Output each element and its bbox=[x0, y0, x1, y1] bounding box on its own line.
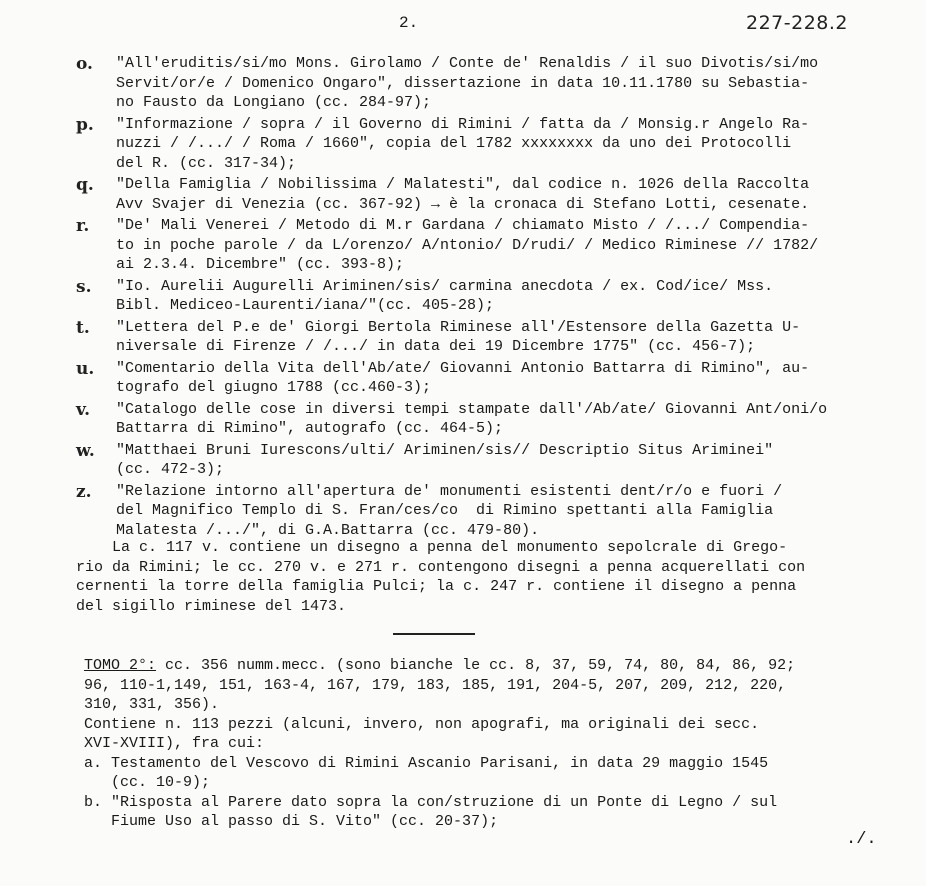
tomo-line: XVI-XVIII), fra cui: bbox=[84, 735, 265, 752]
entry-marker: w. bbox=[76, 440, 95, 461]
entry-line: tografo del giugno 1788 (cc.460-3); bbox=[116, 379, 432, 396]
entry-list bbox=[76, 54, 916, 542]
page-number: 2. bbox=[399, 14, 419, 32]
entry-line: "Relazione intorno all'apertura de' monumenti esistenti dent/r/o e fuori / bbox=[116, 482, 783, 500]
section-divider bbox=[393, 633, 475, 635]
tomo-line: 310, 331, 356). bbox=[84, 696, 220, 713]
entry-line: "Catalogo delle cose in diversi tempi stampate dall'/Ab/ate/ Giovanni Ant/oni/o bbox=[116, 400, 828, 418]
tomo-line: Contiene n. 113 pezzi (alcuni, invero, non apografi, ma originali dei secc. bbox=[84, 715, 760, 733]
entry-marker: o. bbox=[76, 54, 93, 74]
paragraph-line: La c. 117 v. contiene un disegno a penna del monumento sepolcrale di Grego- bbox=[76, 539, 788, 556]
entry-line: Bibl. Mediceo-Laurenti/iana/"(cc. 405-28); bbox=[116, 297, 495, 314]
entry-line: "Io. Aurelii Augurelli Ariminen/sis/ carmina anecdota / ex. Cod/ice/ Mss. bbox=[116, 277, 774, 295]
paragraph-line: cernenti la torre della famiglia Pulci; la c. 247 r. contiene il disegno a penna bbox=[76, 578, 797, 595]
continuation-mark: ./. bbox=[846, 830, 877, 849]
entry-line: "Della Famiglia / Nobilissima / Malatesti", dal codice n. 1026 della Raccolta bbox=[116, 176, 810, 193]
tomo-item-line: a. Testamento del Vescovo di Rimini Ascanio Parisani, in data 29 maggio 1545 bbox=[84, 754, 769, 772]
entry-line: ai 2.3.4. Dicembre" (cc. 393-8); bbox=[116, 256, 405, 273]
tomo-item-line: (cc. 10-9); bbox=[84, 774, 211, 791]
entry-marker: q. bbox=[76, 175, 94, 195]
archive-reference: 227-228.2 bbox=[746, 12, 849, 34]
entry-u bbox=[76, 359, 916, 398]
description-paragraph bbox=[76, 538, 916, 616]
paragraph-line: rio da Rimini; le cc. 270 v. e 271 r. contengono disegni a penna acquerellati con bbox=[76, 558, 806, 576]
entry-line: Malatesta /.../", di G.A.Battarra (cc. 479-80). bbox=[116, 521, 540, 539]
entry-line: niversale di Firenze / /.../ in data dei 19 Dicembre 1775" (cc. 456-7); bbox=[116, 338, 756, 355]
entry-p bbox=[76, 115, 916, 174]
tomo-first-line bbox=[84, 656, 914, 676]
entry-r bbox=[76, 216, 916, 275]
entry-line: no Fausto da Longiano (cc. 284-97); bbox=[116, 94, 432, 111]
entry-t bbox=[76, 318, 916, 357]
entry-line: del Magnifico Templo di S. Fran/ces/co di Rimino spettanti alla Famiglia bbox=[116, 502, 774, 519]
entry-line: "De' Mali Venerei / Metodo di M.r Gardana / chiamato Misto / /.../ Compendia- bbox=[116, 217, 810, 234]
entry-line: "Informazione / sopra / il Governo di Rimini / fatta da / Monsig.r Angelo Ra- bbox=[116, 115, 810, 133]
entry-line: Battarra di Rimino", autografo (cc. 464-5); bbox=[116, 420, 504, 437]
entry-marker: t. bbox=[76, 317, 90, 338]
tomo-heading: TOMO 2°: bbox=[84, 657, 157, 674]
entry-marker: z. bbox=[76, 481, 92, 502]
entry-line: to in poche parole / da L/orenzo/ A/ntonio/ D/rudi/ / Medico Riminese // 1782/ bbox=[116, 236, 819, 254]
tomo-item-line: b. "Risposta al Parere dato sopra la con/struzione di un Ponte di Legno / sul bbox=[84, 793, 778, 811]
entry-marker: v. bbox=[76, 399, 91, 420]
entry-line: "All'eruditis/si/mo Mons. Girolamo / Conte de' Renaldis / il suo Divotis/si/mo bbox=[116, 55, 819, 72]
entry-line: del R. (cc. 317-34); bbox=[116, 154, 297, 172]
entry-o bbox=[76, 54, 916, 113]
entry-z bbox=[76, 482, 916, 541]
paragraph-line: del sigillo riminese del 1473. bbox=[76, 597, 347, 615]
entry-line: (cc. 472-3); bbox=[116, 461, 225, 478]
entry-v bbox=[76, 400, 916, 439]
entry-line: "Comentario della Vita dell'Ab/ate/ Giovanni Antonio Battarra di Rimino", au- bbox=[116, 359, 810, 377]
entry-line: Servit/or/e / Domenico Ongaro", dissertazione in data 10.11.1780 su Sebastia- bbox=[116, 74, 810, 92]
entry-marker: s. bbox=[76, 276, 92, 297]
tomo-section bbox=[84, 656, 914, 832]
tomo-line: cc. 356 numm.mecc. (sono bianche le cc. 8, 37, 59, 74, 80, 84, 86, 92; bbox=[156, 657, 796, 674]
entry-w bbox=[76, 441, 916, 480]
entry-s bbox=[76, 277, 916, 316]
entry-q bbox=[76, 175, 916, 214]
tomo-item-line: Fiume Uso al passo di S. Vito" (cc. 20-37); bbox=[84, 813, 499, 830]
entry-marker: r. bbox=[76, 216, 90, 236]
tomo-line: 96, 110-1,149, 151, 163-4, 167, 179, 183, 185, 191, 204-5, 207, 209, 212, 220, bbox=[84, 676, 787, 694]
entry-line-handwritten-note: Avv Svajer di Venezia (cc. 367-92) → è la cronaca di Stefano Lotti, cesenate. bbox=[116, 195, 810, 213]
entry-marker: p. bbox=[76, 114, 94, 135]
entry-marker: u. bbox=[76, 358, 95, 379]
entry-line: "Matthaei Bruni Iurescons/ulti/ Ariminen/sis// Descriptio Situs Ariminei" bbox=[116, 441, 774, 459]
entry-line: "Lettera del P.e de' Giorgi Bertola Riminese all'/Estensore della Gazetta U- bbox=[116, 318, 801, 336]
entry-line: nuzzi / /.../ / Roma / 1660", copia del 1782 xxxxxxxx da uno dei Protocolli bbox=[116, 135, 792, 152]
